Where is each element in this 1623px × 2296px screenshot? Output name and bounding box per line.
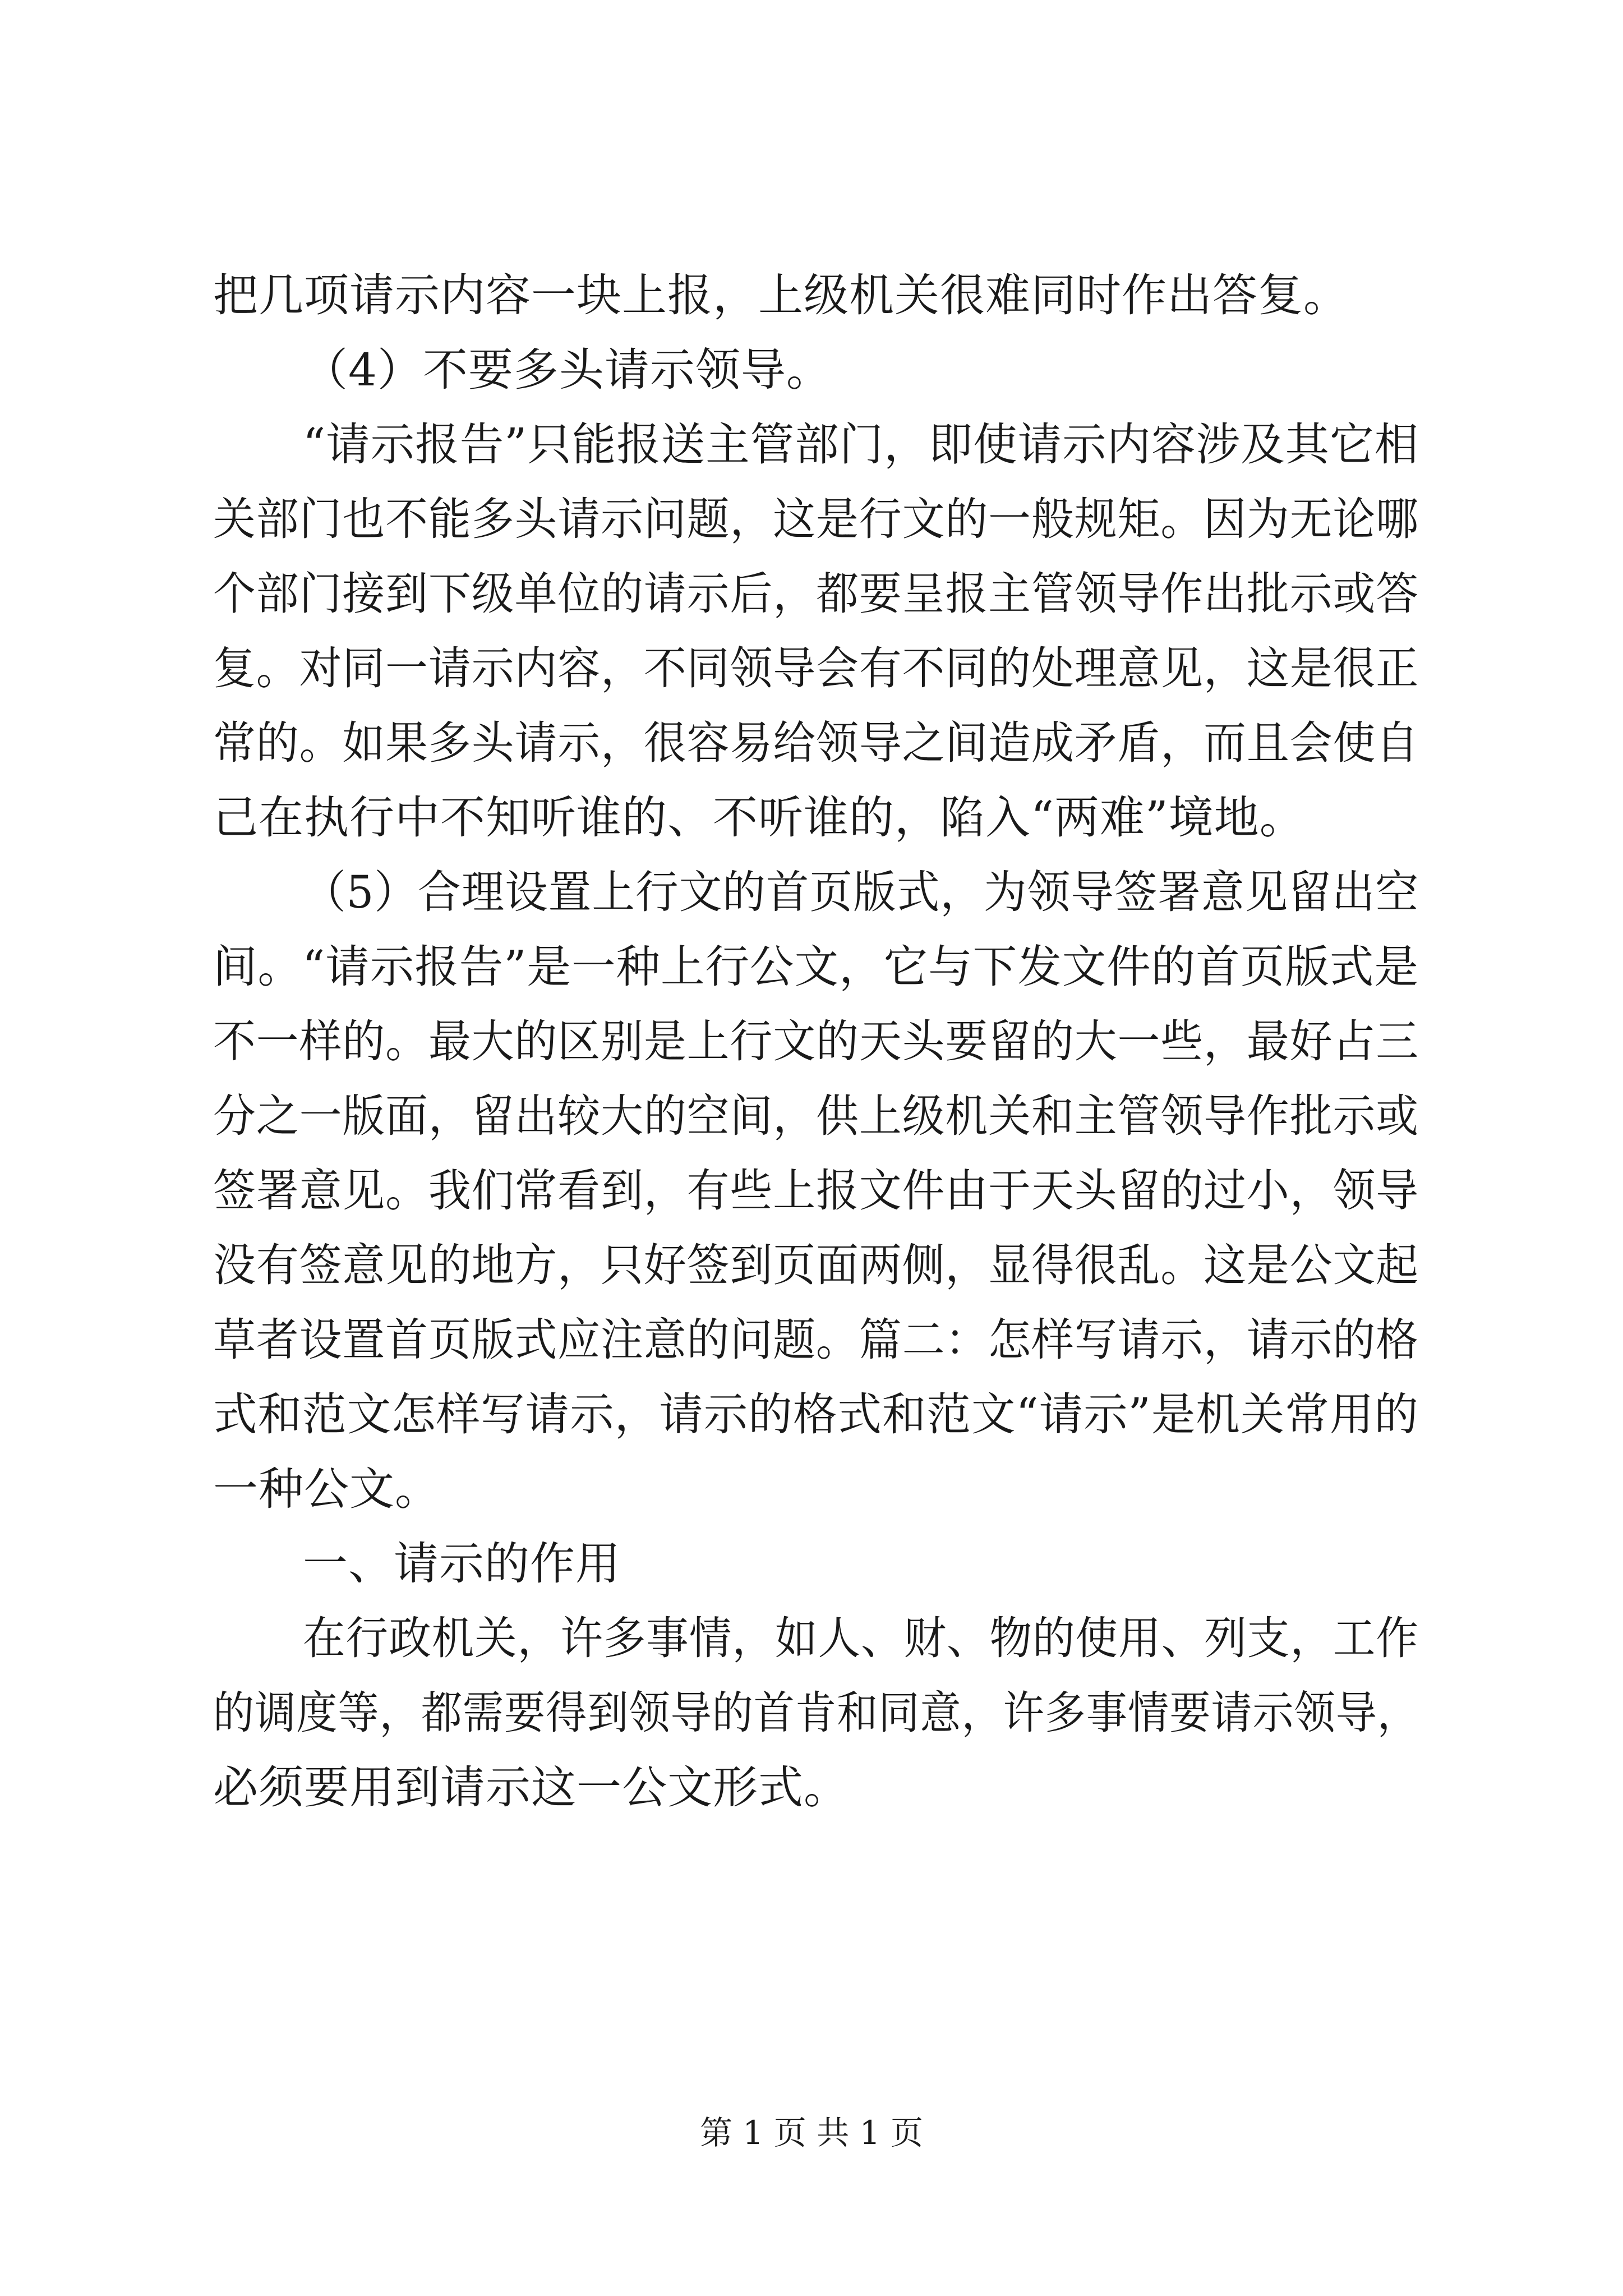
text-line: “请示报告”只能报送主管部门，即使请示内容涉及其它相 [303, 418, 1419, 471]
text-line: 在行政机关，许多事情，如人、财、物的使用、列支，工作 [303, 1612, 1419, 1664]
text-line: 复。对同一请示内容，不同领导会有不同的处理意见，这是很正 [213, 642, 1419, 694]
text-line: 必须要用到请示这一公文形式。 [213, 1761, 849, 1814]
text-line: 己在执行中不知听谁的、不听谁的，陷入“两难”境地。 [213, 792, 1305, 844]
text-line: 签署意见。我们常看到，有些上报文件由于天头留的过小，领导 [213, 1165, 1419, 1217]
text-line: 的调度等，都需要得到领导的首肯和同意，许多事情要请示领导， [213, 1687, 1419, 1739]
text-line: 常的。如果多头请示，很容易给领导之间造成矛盾，而且会使自 [213, 717, 1419, 769]
text-line: 间。“请示报告”是一种上行公文，它与下发文件的首页版式是 [213, 941, 1419, 993]
text-line: 把几项请示内容一块上报，上级机关很难同时作出答复。 [213, 269, 1349, 321]
text-line: 一种公文。 [213, 1463, 440, 1515]
text-line: （5）合理设置上行文的首页版式，为领导签署意见留出空 [303, 866, 1419, 918]
text-line: （4）不要多头请示领导。 [303, 344, 832, 396]
text-line: 式和范文怎样写请示，请示的格式和范文“请示”是机关常用的 [213, 1388, 1419, 1441]
text-line: 个部门接到下级单位的请示后，都要呈报主管领导作出批示或答 [213, 568, 1419, 620]
document-body [213, 258, 1419, 1825]
text-line: 没有签意见的地方，只好签到页面两侧，显得很乱。这是公文起 [213, 1239, 1419, 1291]
text-line: 关部门也不能多头请示问题，这是行文的一般规矩。因为无论哪 [213, 493, 1419, 545]
text-line: 不一样的。最大的区别是上行文的天头要留的大一些，最好占三 [213, 1015, 1419, 1068]
text-line: 分之一版面，留出较大的空间，供上级机关和主管领导作批示或 [213, 1090, 1419, 1142]
page-number-footer: 第 1 页 共 1 页 [700, 2114, 923, 2152]
section-heading: 一、请示的作用 [303, 1538, 621, 1590]
text-line: 草者设置首页版式应注意的问题。篇二：怎样写请示，请示的格 [213, 1314, 1419, 1366]
